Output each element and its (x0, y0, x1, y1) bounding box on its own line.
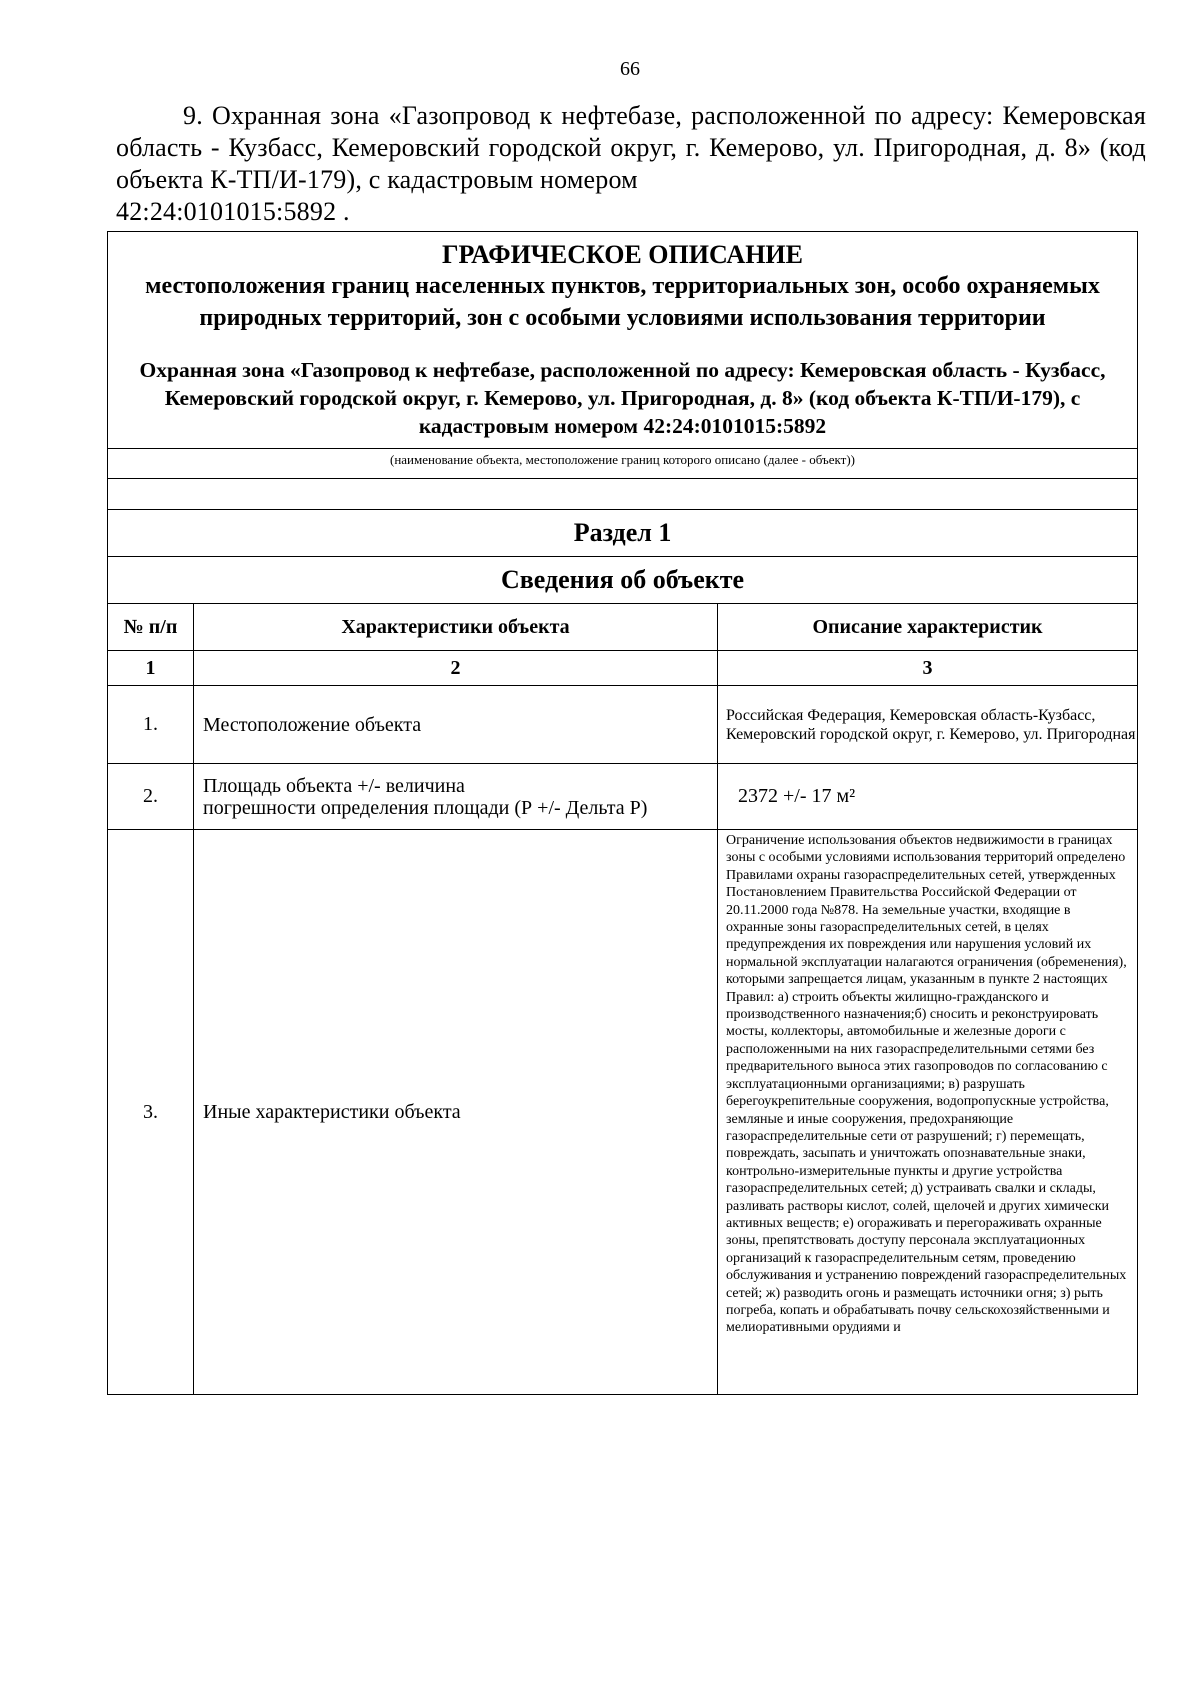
column-header-description: Описание характеристик (718, 604, 1138, 651)
document-subtitle: местоположения границ населенных пунктов, территориальных зон, особо охраняемых природных территорий, зон с особыми условиями использования территории (145, 273, 1100, 331)
spacer-row (108, 479, 1138, 510)
row-characteristic-line2: погрешности определения площади (Р +/- Дельта Р) (203, 796, 648, 819)
row-number: 3. (108, 830, 194, 1395)
row-number: 1. (108, 686, 194, 764)
object-name-caption: (наименование объекта, местоположение границ которого описано (далее - объект)) (108, 449, 1138, 479)
intro-text: 9. Охранная зона «Газопровод к нефтебазе, расположенной по адресу: Кемеровская область - Кузбасс, Кемеровский городской округ, г. Кемерово, ул. Пригородная, д. 8» (код объекта К-ТП/И-179), с кадастровым номером (116, 101, 1146, 194)
section-title: Раздел 1 (108, 510, 1138, 557)
column-number-1: 1 (108, 651, 194, 686)
table-row (108, 686, 1138, 764)
table-row (108, 764, 1138, 830)
area-value: 2372 +/- 17 м² (738, 784, 856, 807)
row-characteristic (194, 764, 718, 830)
restrictions-text: Ограничение использования объектов недвижимости в границах зоны с особыми условиями использования территорий определено Правилами охраны газораспределительных сетей, утвержденных Постановлением Правительства Российской Федерации от 20.11.2000 года №878. На земельные участки, входящие в охранные зоны газораспределительных сетей, в целях предупреждения их повреждения или нарушения условий их нормальной эксплуатации налагаются ограничения (обременения), которыми запрещается лицам, указанным в пункте 2 настоящих Правил: а) строить объекты жилищно-гражданского и производственного назначения;б) сносить и реконструировать мосты, коллекторы, автомобильные и железные дороги с расположенными на них газораспределительными сетями без предварительного выноса этих газопроводов по согласованию с эксплуатационными организациями; в) разрушать берегоукрепительные сооружения, водопропускные устройства, земляные и иные сооружения, предохраняющие газораспределительные сети от разрушений; г) перемещать, повреждать, засыпать и уничтожать опознавательные знаки, контрольно-измерительные пункты и другие устройства газораспределительных сетей; д) устраивать свалки и склады, разливать растворы кислот, солей, щелочей и других химически активных веществ; е) огораживать и перегораживать охранные зоны, препятствовать доступу персонала эксплуатационных организаций к газораспределительным сетям, проведению обслуживания и устранению повреждений газораспределительных сетей; ж) разводить огонь и размещать источники огня; з) рыть погреба, копать и обрабатывать почву сельскохозяйственными и мелиоративными орудиями и (726, 833, 1127, 1336)
column-number-2: 2 (194, 651, 718, 686)
column-number-3: 3 (718, 651, 1138, 686)
intro-cadastral-number: 42:24:0101015:5892 . (116, 197, 350, 226)
document-header (108, 232, 1138, 449)
object-name: Охранная зона «Газопровод к нефтебазе, расположенной по адресу: Кемеровская область - Кузбасс, Кемеровский городской округ, г. Кемерово, ул. Пригородная, д. 8» (код объекта К-ТП/И-179), с кадастровым номером 42:24:0101015:5892 (139, 358, 1106, 438)
intro-paragraph (116, 100, 1146, 228)
section-subtitle: Сведения об объекте (108, 557, 1138, 604)
column-header-characteristic: Характеристики объекта (194, 604, 718, 651)
column-header-row (108, 604, 1138, 651)
row-characteristic: Местоположение объекта (194, 686, 718, 764)
table-row (108, 830, 1138, 1395)
page-number: 66 (620, 58, 640, 80)
graphic-description-table (107, 231, 1138, 1395)
row-number: 2. (108, 764, 194, 830)
document-title: ГРАФИЧЕСКОЕ ОПИСАНИЕ (442, 240, 803, 269)
column-header-number: № п/п (108, 604, 194, 651)
column-number-row (108, 651, 1138, 686)
row-characteristic-line1: Площадь объекта +/- величина (203, 774, 465, 797)
row-description (718, 764, 1138, 830)
row-characteristic: Иные характеристики объекта (194, 830, 718, 1395)
row-description (718, 830, 1138, 1395)
row-description: Российская Федерация, Кемеровская область-Кузбасс, Кемеровский городской округ, г. Кемерово, ул. Пригородная (718, 686, 1138, 764)
